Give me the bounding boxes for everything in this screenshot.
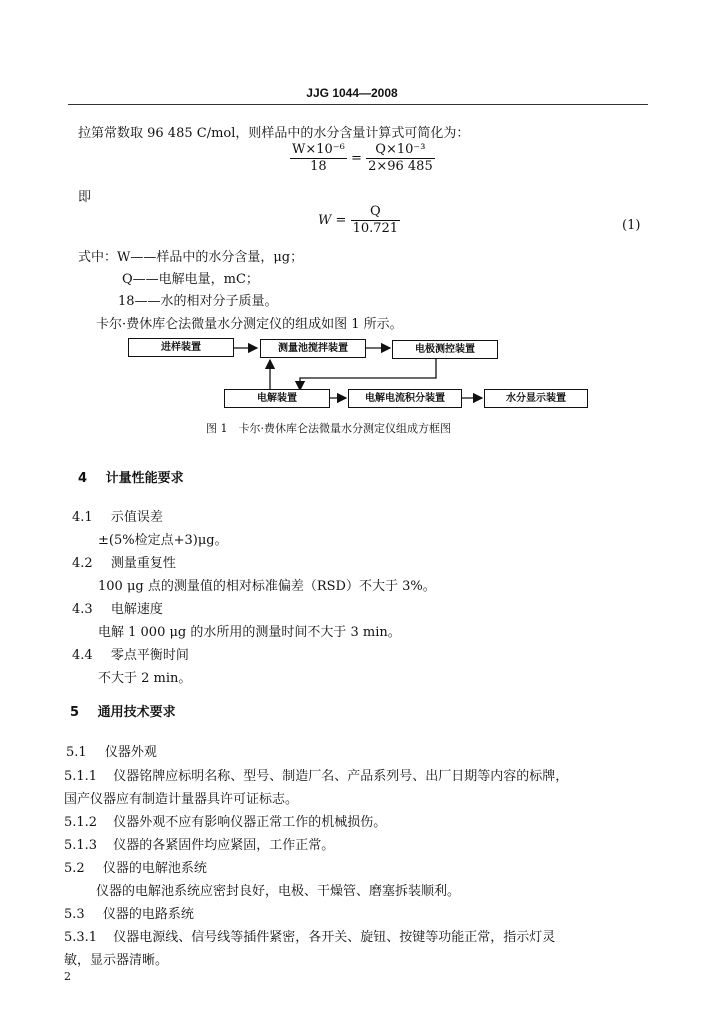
box-display: 水分显示装置 (484, 389, 588, 408)
item-5-1-1 (64, 765, 568, 784)
item-5-1-title: 仪器外观 (104, 745, 157, 760)
where-line-1: 式中：W——样品中的水分含量，μg； (78, 250, 304, 265)
box-sampling: 进样装置 (128, 338, 234, 357)
eq2-lhs: W (318, 213, 332, 228)
item-5-1-3-number: 5.1.3 (64, 838, 98, 853)
eq1-lhs-numerator: W×10⁻⁶ (292, 142, 345, 157)
item-4-2-title: 测量重复性 (110, 556, 176, 571)
figure-caption: 图 1 卡尔·费休库仑法微量水分测定仪组成方框图 (206, 422, 451, 435)
item-4-4-number: 4.4 (72, 648, 93, 663)
item-4-1-title: 示值误差 (110, 510, 163, 525)
item-4-4-body: 不大于 2 min。 (98, 671, 192, 686)
item-5-3-title: 仪器的电路系统 (102, 907, 194, 922)
box-integration: 电解电流积分装置 (348, 389, 462, 408)
section-5-title: 通用技术要求 (97, 705, 176, 720)
item-5-2-body: 仪器的电解池系统应密封良好，电极、干燥管、磨塞拆装顺利。 (96, 884, 461, 899)
item-4-4-title: 零点平衡时间 (110, 648, 189, 663)
item-5-1-2 (64, 811, 386, 830)
item-4-1-number: 4.1 (72, 510, 93, 525)
section-4-title: 计量性能要求 (105, 471, 184, 486)
item-5-1 (66, 741, 157, 760)
item-5-1-1-number: 5.1.1 (64, 769, 98, 784)
item-5-3-1-number: 5.3.1 (64, 930, 98, 945)
where-line-2: Q——电解电量，mC； (122, 272, 259, 287)
item-5-1-2-number: 5.1.2 (64, 815, 98, 830)
section-4-number: 4 (78, 471, 88, 486)
item-4-3-body: 电解 1 000 μg 的水所用的测量时间不大于 3 min。 (98, 625, 401, 640)
eq1-rhs-numerator: Q×10⁻³ (366, 142, 435, 159)
intro-text: 拉第常数取 96 485 C/mol，则样品中的水分含量计算式可简化为： (78, 126, 470, 141)
eq2-equals: = (335, 213, 347, 228)
box-electrode: 电极测控装置 (392, 340, 498, 359)
box-stirring: 测量池搅拌装置 (260, 339, 366, 358)
section-4-heading (78, 467, 184, 486)
item-5-1-3-text: 仪器的各紧固件均应紧固，工作正常。 (113, 838, 335, 853)
item-5-3-number: 5.3 (64, 907, 85, 922)
item-4-1 (72, 506, 163, 525)
section-5-heading (70, 701, 176, 720)
item-5-3-1 (64, 926, 555, 945)
item-5-3-1-line2: 敏，显示器清晰。 (64, 953, 169, 968)
item-4-2 (72, 552, 176, 571)
item-5-1-3 (64, 834, 334, 853)
item-5-2-number: 5.2 (64, 861, 85, 876)
section-5-number: 5 (70, 705, 80, 720)
figure-intro: 卡尔·费休库仑法微量水分测定仪的组成如图 1 所示。 (96, 317, 403, 332)
page-number: 2 (64, 970, 71, 983)
eq1-lhs-denominator: 18 (310, 159, 327, 174)
box-electrolysis: 电解装置 (224, 389, 330, 408)
document-header: JJG 1044—2008 (306, 86, 398, 100)
item-5-3-1-line1: 仪器电源线、信号线等插件紧密，各开关、旋钮、按键等功能正常，指示灯灵 (113, 930, 556, 945)
item-5-3 (64, 903, 194, 922)
eq1-equals: = (351, 151, 362, 166)
item-4-4 (72, 644, 189, 663)
item-5-1-number: 5.1 (66, 745, 87, 760)
item-5-1-2-text: 仪器外观不应有影响仪器正常工作的机械损伤。 (113, 815, 387, 830)
arrow-electrode-to-electrolysis (300, 358, 436, 390)
item-5-2 (64, 857, 207, 876)
ji-label: 即 (78, 190, 92, 205)
item-4-3-title: 电解速度 (110, 602, 163, 617)
item-4-1-body: ±(5%检定点+3)μg。 (98, 533, 228, 548)
item-5-1-1-line2: 国产仪器应有制造计量器具许可证标志。 (64, 792, 299, 807)
eq2-denominator: 10.721 (352, 221, 399, 236)
item-5-1-1-line1: 仪器铭牌应标明名称、型号、制造厂名、产品系列号、出厂日期等内容的标牌， (113, 769, 569, 784)
item-4-3 (72, 598, 163, 617)
equation-number: (1) (622, 218, 641, 233)
eq1-rhs-denominator: 2×96 485 (368, 159, 433, 174)
where-line-3: 18——水的相对分子质量。 (118, 294, 278, 309)
eq2-numerator: Q (351, 204, 401, 221)
item-5-2-title: 仪器的电解池系统 (102, 861, 207, 876)
item-4-3-number: 4.3 (72, 602, 93, 617)
item-4-2-body: 100 μg 点的测量值的相对标准偏差（RSD）不大于 3%。 (98, 579, 436, 594)
item-4-2-number: 4.2 (72, 556, 93, 571)
